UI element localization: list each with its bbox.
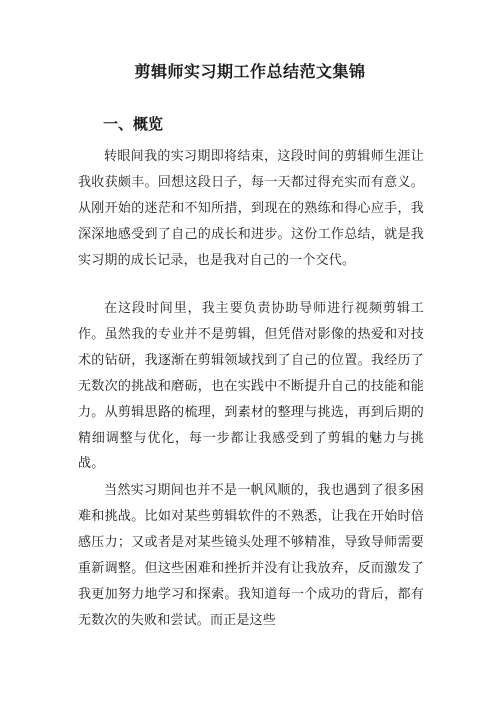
body-paragraph-1: 转眼间我的实习期即将结束，这段时间的剪辑师生涯让我收获颇丰。回想这段日子，每一天都过得充实而有意义。从刚开始的迷茫和不知所措，到现在的熟练和得心应手，我深深地感受到了自己的成长和进步。这份工作总结，就是我实习期的成长记录，也是我对自己的一个交代。 [78, 149, 424, 268]
document-title: 剪辑师实习期工作总结范文集锦 [134, 62, 366, 81]
body-paragraph-2: 在这段时间里，我主要负责协助导师进行视频剪辑工作。虽然我的专业并不是剪辑，但凭借对影像的热爱和对技术的钻研，我逐渐在剪辑领域找到了自己的位置。我经历了无数次的挑战和磨砺，也在实践中不断提升自己的技能和能力。从剪辑思路的梳理，到素材的整理与挑选，再到后期的精细调整与优化，每一步都让我感受到了剪辑的魅力与挑战。 [78, 301, 424, 472]
body-paragraph-3: 当然实习期间也并不是一帆风顺的，我也遇到了很多困难和挑战。比如对某些剪辑软件的不熟悉，让我在开始时倍感压力；又或者是对某些镜头处理不够精准，导致导师需要重新调整。但这些困难和挫折并没有让我放弃，反而激发了我更加努力地学习和探索。我知道每一个成功的背后，都有无数次的失败和尝试。而正是这些 [78, 483, 424, 628]
section-heading-overview: 一、概览 [103, 115, 164, 133]
